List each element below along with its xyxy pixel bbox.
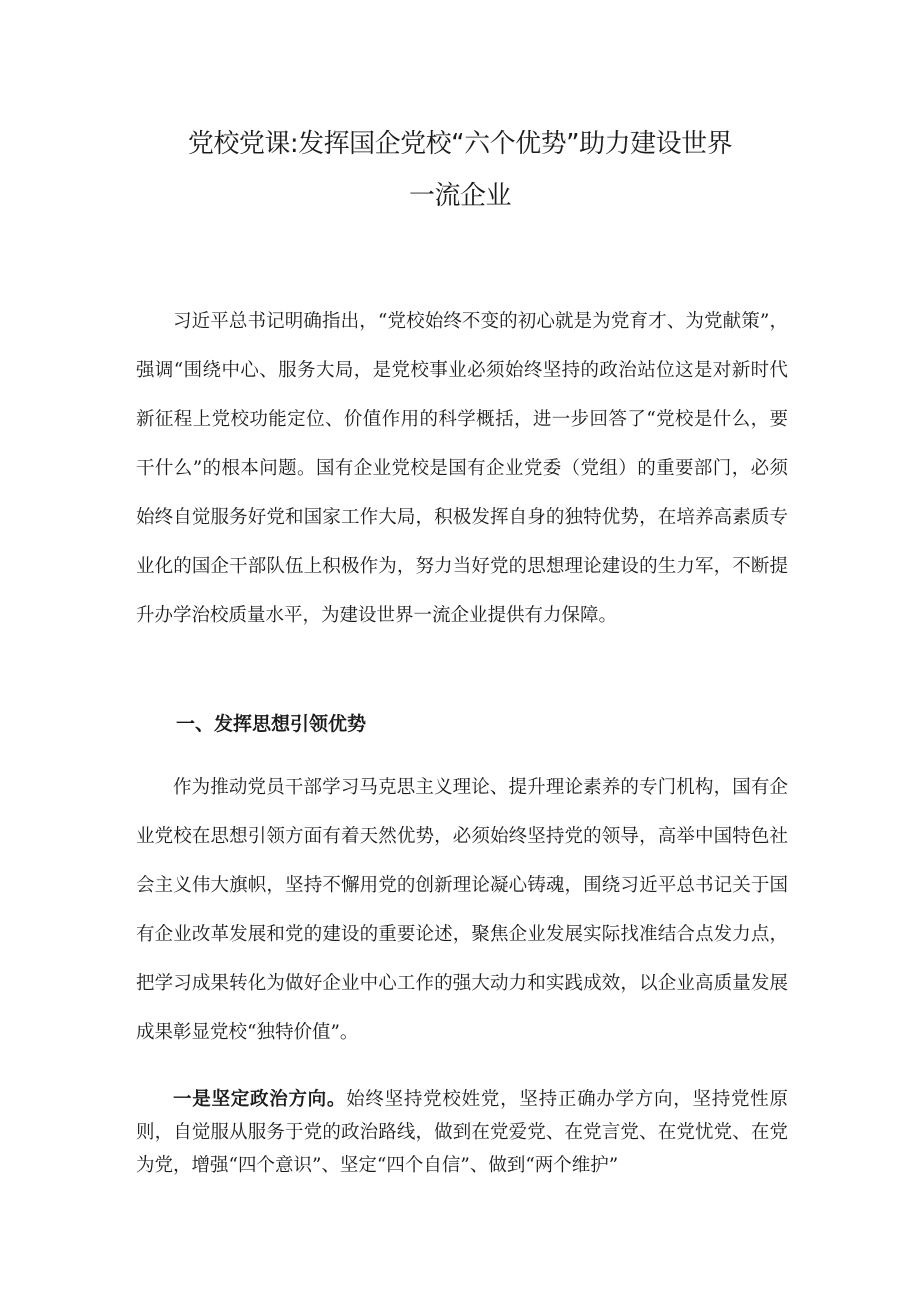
paragraph-political-direction (136, 1083, 788, 1182)
paragraph-intro: 习近平总书记明确指出，“党校始终不变的初心就是为党育才、为党献策”，强调“围绕中心、服务大局，是党校事业必须始终坚持的政治站位这是对新时代新征程上党校功能定位、价值作用的科学概括，进一步回答了“党校是什么，要干什么”的根本问题。国有企业党校是国有企业党委（党组）的重要部门，必须始终自觉服务好党和国家工作大局，积极发挥自身的独特优势，在培养高素质专业化的国企干部队伍上积极作为，努力当好党的思想理论建设的生力军，不断提升办学治校质量水平，为建设世界一流企业提供有力保障。 (136, 311, 788, 626)
title-line-1: 党校党课:发挥国企党校“六个优势”助力建设世界 (187, 129, 733, 159)
paragraph-section-1: 作为推动党员干部学习马克思主义理论、提升理论素养的专门机构，国有企业党校在思想引领方面有着天然优势，必须始终坚持党的领导，高举中国特色社会主义伟大旗帜，坚持不懈用党的创新理论凝心铸魂，围绕习近平总书记关于国有企业改革发展和党的建设的重要论述，聚焦企业发展实际找准结合点发力点，把学习成果转化为做好企业中心工作的强大动力和实践成效，以企业高质量发展成果彰显党校“独特价值”。 (136, 777, 788, 1043)
paragraph-lead: 一是坚定政治方向。 (173, 1089, 347, 1110)
document-title (130, 118, 790, 222)
section-heading-1: 一、发挥思想引领优势 (176, 713, 367, 735)
paragraph-body: 始终坚持党校姓党，坚持正确办学方向，坚持党性原则，自觉服从服务于党的政治路线，做到在党爱党、在党言党、在党忧党、在党为党，增强“四个意识”、坚定“四个自信”、做到“两个维护” (136, 1089, 788, 1176)
title-line-2: 一流企业 (408, 181, 511, 211)
